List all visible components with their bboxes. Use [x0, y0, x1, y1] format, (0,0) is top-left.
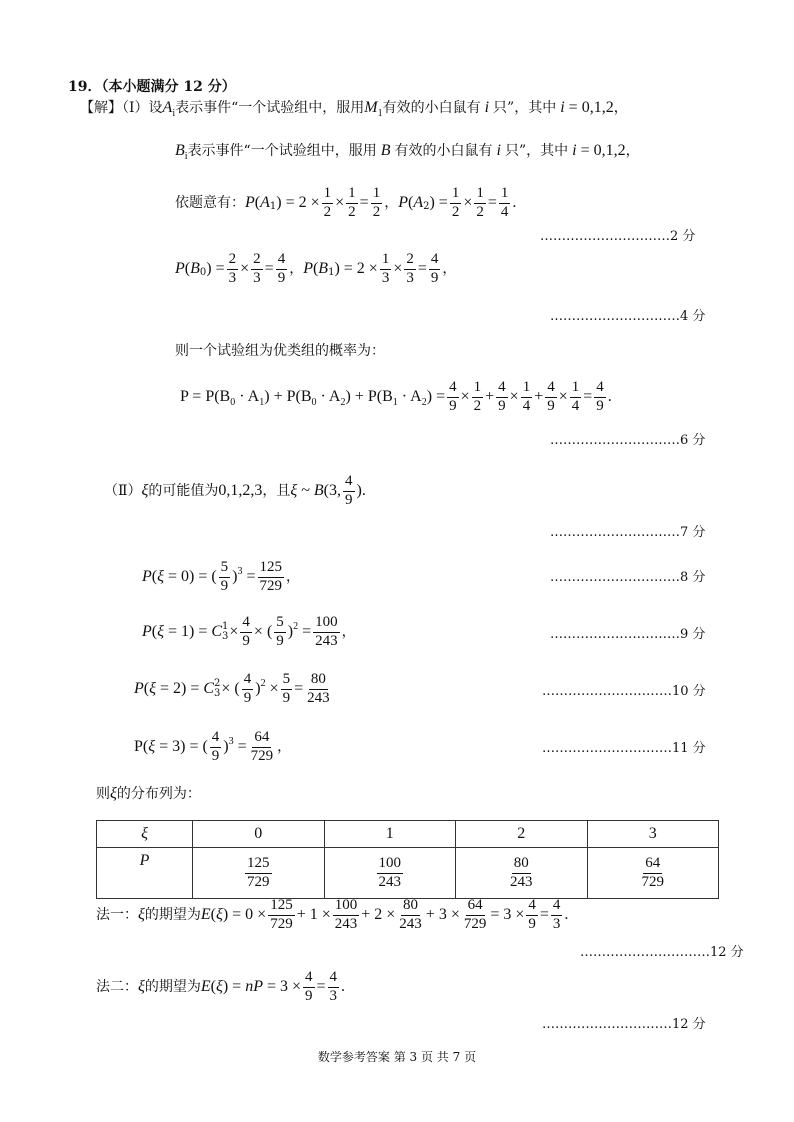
score-9: …………………………9 分 [550, 627, 706, 642]
event-b-definition: $B_i$ 表示事件“一个试验组中，服用 B 有效的小白鼠有 i 只”，其中 i = 0,1,2 ， [175, 142, 640, 162]
table-value-cell: 2 [456, 821, 588, 848]
question-points: （本小题满分 12 分） [101, 79, 236, 95]
distribution-table [96, 820, 719, 899]
formula-p0: P ( ξ = 0) = ( $\frac{5}{9}$ )$^3$ = $\frac{125}{729}$ ， [142, 559, 301, 594]
table-prob-cell: $\frac{80}{243}$ [456, 848, 588, 899]
distribution-intro: 则 ξ 的分布列为： [96, 785, 201, 802]
table-prob-cell: $\frac{125}{729}$ [193, 848, 325, 899]
table-prob-cell: $\frac{64}{729}$ [587, 848, 719, 899]
table-value-cell: 1 [324, 821, 456, 848]
table-row [97, 821, 719, 848]
event-a-definition: 【解】（Ⅰ）设 $A_i$ 表示事件“一个试验组中，服用 $M_1$ 有效的小白鼠有 i 只”，其中 i = 0,1,2 ， [80, 99, 628, 119]
formula-p1: P ( ξ = 1) = C 1 3 × $\frac{4}{9}$ × ( $\frac{5}{9}$ )$^2$ = $\frac{100}{243}$ ， [142, 614, 356, 649]
formula-p2: P ( ξ = 2) = C 2 3 × ( $\frac{4}{9}$ )$^2$ × $\frac{5}{9}$ = $\frac{80}{243}$ [134, 671, 330, 706]
part2-intro: （Ⅱ） ξ 的可能值为 0,1,2,3 ，且 ξ ~ B (3, $\frac{4}{9}$ ). [104, 473, 366, 508]
formula-pb: P ( B 0 ) = $\frac{2}{3}$ × $\frac{2}{3}$ = $\frac{4}{9}$ ， P ( B 1 ) = 2 × $\frac{1}{3}$ × $\frac{2}{3}$ = $\frac{4}{9}$ ， [175, 251, 457, 286]
method-2: 法二： ξ 的期望为 E ( ξ ) = nP = 3 × $\frac{4}{9}$ = $\frac{4}{3}$ . [96, 969, 346, 1004]
table-value-cell: 0 [193, 821, 325, 848]
question-number: 19． [68, 79, 102, 95]
score-12a: …………………………12 分 [580, 945, 744, 960]
page-footer: 数学参考答案 第 3 页 共 7 页 [317, 1050, 477, 1064]
table-header-p: P [97, 848, 193, 899]
score-4: …………………………4 分 [550, 309, 706, 324]
table-value-cell: 3 [587, 821, 719, 848]
formula-p3: P( ξ = 3) = ( $\frac{4}{9}$ )$^3$ = $\frac{64}{729}$ ， [134, 729, 292, 764]
score-11: …………………………11 分 [542, 741, 706, 756]
score-12b: …………………………12 分 [542, 1017, 706, 1032]
score-6: …………………………6 分 [550, 433, 706, 448]
table-header-xi: ξ [97, 821, 193, 848]
table-prob-cell: $\frac{100}{243}$ [324, 848, 456, 899]
score-8: …………………………8 分 [550, 570, 706, 585]
score-7: …………………………7 分 [550, 525, 706, 540]
score-10: …………………………10 分 [542, 684, 706, 699]
table-row [97, 848, 719, 899]
question-header [68, 80, 236, 94]
score-2: …………………………2 分 [540, 229, 696, 244]
optimal-intro: 则一个试验组为优类组的概率为： [175, 343, 385, 359]
formula-optimal: $P = P(B_0 \cdot A_1) + P(B_0 \cdot A_2) + P(B_1 \cdot A_2)$ = $\frac{4}{9}$ × $\frac{1}{2}$ + $\frac{4}{9}$ × $\frac{1}{4}$ + $\frac{4}{9}$ × $\frac{1}{4}$ = $\frac{4}{9}$ . [180, 379, 612, 414]
formula-pa: 依题意有： P ( A 1 ) = 2 × $\frac{1}{2}$ × $\frac{1}{2}$ = $\frac{1}{2}$ ， P ( A 2 ) = $\frac{1}{2}$ × $\frac{1}{2}$ = $\frac{1}{4}$ . [175, 185, 517, 220]
method-1: 法一： ξ 的期望为 E ( ξ ) = 0 × $\frac{125}{729}$ + 1 × $\frac{100}{243}$ + 2 × $\frac{80}{243}$ + 3 × $\frac{64}{729}$ = 3 × $\frac{4}{9}$ = $\frac{4}{3}$ . [96, 897, 569, 932]
